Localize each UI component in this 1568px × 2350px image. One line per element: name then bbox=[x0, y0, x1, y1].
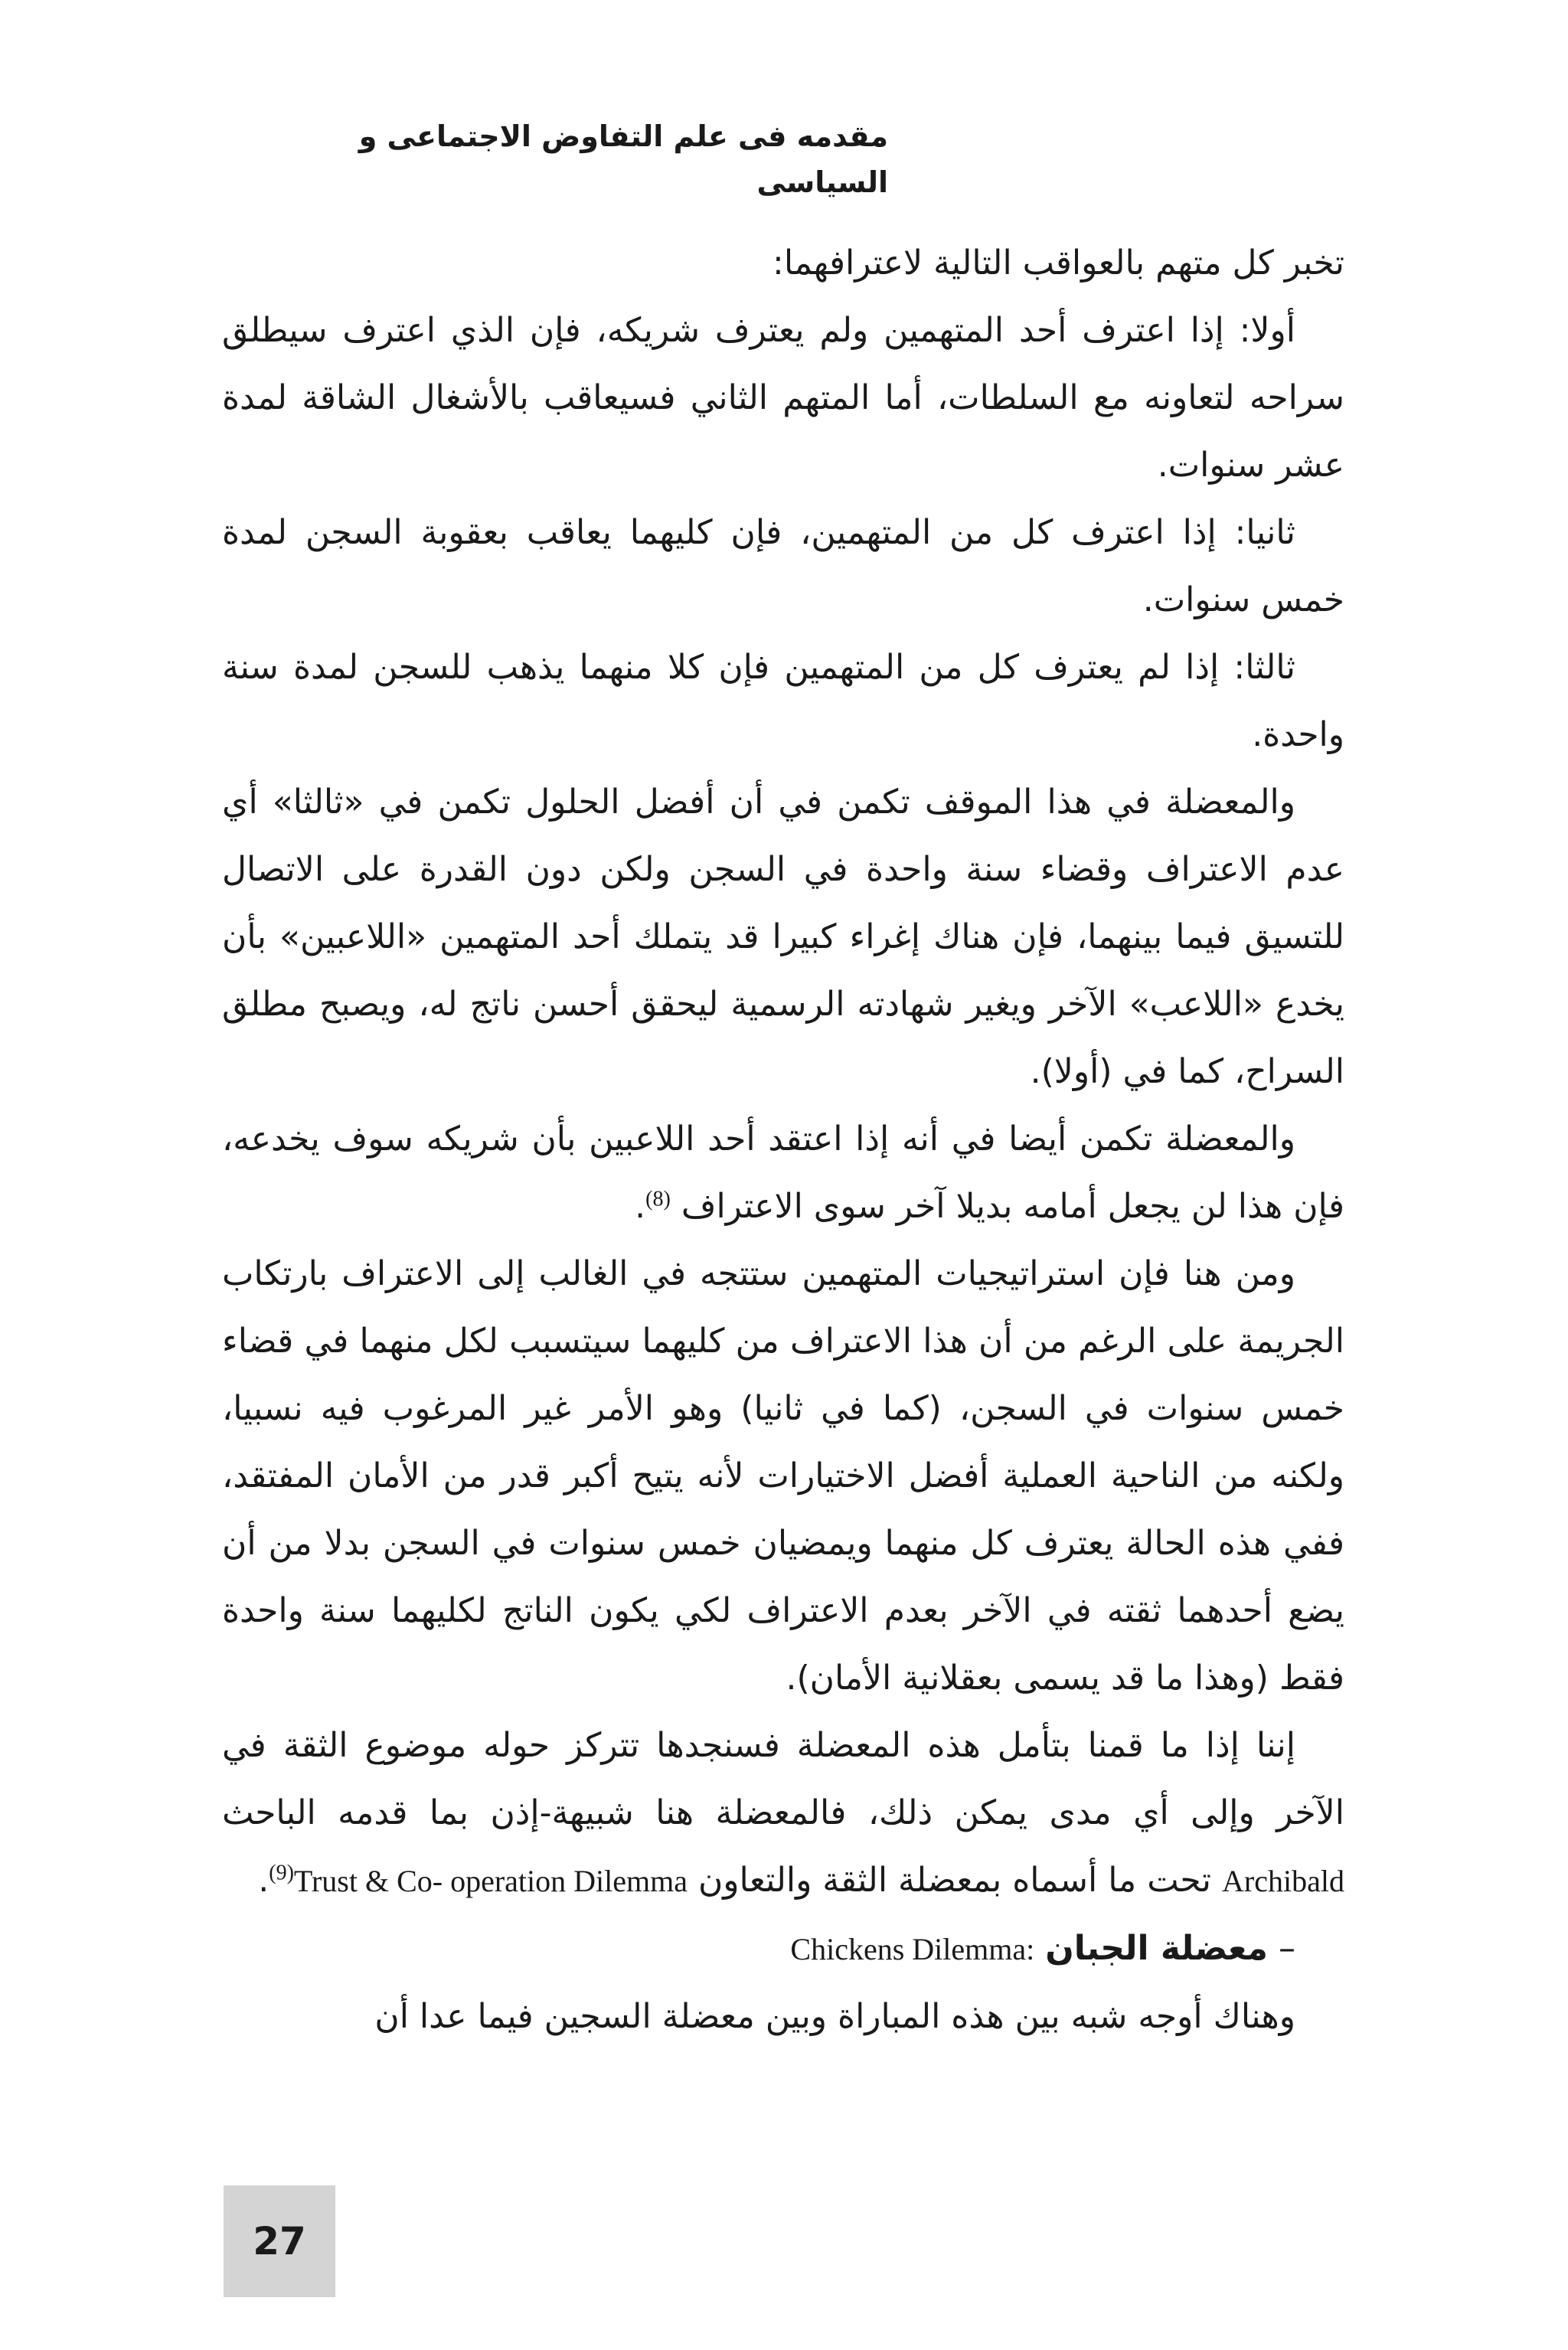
paragraph-trust bbox=[222, 1712, 1344, 1915]
page-number: 27 bbox=[224, 2185, 335, 2297]
running-header: مقدمه فى علم التفاوض الاجتماعى و السياسى bbox=[358, 119, 888, 199]
paragraph-first-case: أولا: إذا اعترف أحد المتهمين ولم يعترف شريكه، فإن الذي اعترف سيطلق سراحه لتعاونه مع السلطات، أما المتهم الثاني فسيعاقب بالأشغال الشاقة لمدة عشر سنوات. bbox=[222, 311, 1344, 485]
subheading-chickens-dilemma bbox=[222, 1915, 1344, 1983]
paragraph-second-case: ثانيا: إذا اعترف كل من المتهمين، فإن كليهما يعاقب بعقوبة السجن لمدة خمس سنوات. bbox=[222, 513, 1344, 619]
body-text bbox=[222, 230, 1344, 2051]
paragraph-dilemma-deception-text: والمعضلة تكمن أيضا في أنه إذا اعتقد أحد اللاعبين بأن شريكه سوف يخدعه، فإن هذا لن يجعل أمامه بديلا آخر سوى الاعتراف bbox=[222, 1119, 1344, 1226]
paragraph-trust-text-b: تحت ما أسماه بمعضلة الثقة والتعاون bbox=[697, 1861, 1212, 1900]
paragraph-dilemma: والمعضلة في هذا الموقف تكمن في أن أفضل الحلول تكمن في «ثالثا» أي عدم الاعتراف وقضاء سنة واحدة في السجن ولكن دون القدرة على الاتصال للتسيق فيما بينهما، فإن هناك إغراء كبيرا قد يتملك أحد المتهمين «اللاعبين» بأن يخدع «اللاعب» الآخر ويغير شهادته الرسمية ليحقق أحسن ناتج له، ويصبح مطلق السراح، كما في (أولا). bbox=[222, 783, 1344, 1091]
paragraph-chickens: وهناك أوجه شبه بين هذه المباراة وبين معضلة السجين فيما عدا أن bbox=[374, 1997, 1295, 2036]
paragraph-dilemma-deception bbox=[222, 1106, 1344, 1240]
footnote-ref-9: (9) bbox=[269, 1861, 294, 1885]
paragraph-end-mark: . bbox=[258, 1861, 270, 1900]
paragraph-end-mark: . bbox=[635, 1187, 646, 1226]
paragraph-strategies: ومن هنا فإن استراتيجيات المتهمين ستتجه في الغالب إلى الاعتراف بارتكاب الجريمة على الرغم من أن هذا الاعتراف من كليهما سيتسبب لكل منهما في قضاء خمس سنوات في السجن، (كما في ثانيا) وهو الأمر غير المرغوب فيه نسبيا، ولكنه من الناحية العملية أفضل الاختيارات لأنه يتيح أكبر قدر من الأمان المفتقد، ففي هذه الحالة يعترف كل منهما ويمضيان خمس سنوات في السجن بدلا من أن يضع أحدهما ثقته في الآخر بعدم الاعتراف لكي يكون الناتج لكليهما سنة واحدة فقط (وهذا ما قد يسمى بعقلانية الأمان). bbox=[222, 1254, 1344, 1698]
paragraph-intro: تخبر كل متهم بالعواقب التالية لاعترافهما: bbox=[773, 243, 1344, 283]
latin-term-trust: Trust & Co- operation Dilemma bbox=[293, 1864, 688, 1898]
footnote-ref-8: (8) bbox=[645, 1187, 671, 1211]
paragraph-third-case: ثالثا: إذا لم يعترف كل من المتهمين فإن كلا منهما يذهب للسجن لمدة سنة واحدة. bbox=[222, 648, 1344, 754]
author-name: Archibald bbox=[1222, 1864, 1344, 1898]
subheading-dash: – bbox=[1279, 1929, 1295, 1968]
latin-term-chickens: Chickens Dilemma: bbox=[790, 1932, 1035, 1966]
subheading-title: معضلة الجبان bbox=[1045, 1929, 1268, 1968]
paragraph-trust-text-a: إننا إذا ما قمنا بتأمل هذه المعضلة فسنجدها تتركز حوله موضوع الثقة في الآخر وإلى أي مدى يمكن ذلك، فالمعضلة هنا شبيهة-إذن بما قدمه الباحث bbox=[222, 1726, 1344, 1832]
